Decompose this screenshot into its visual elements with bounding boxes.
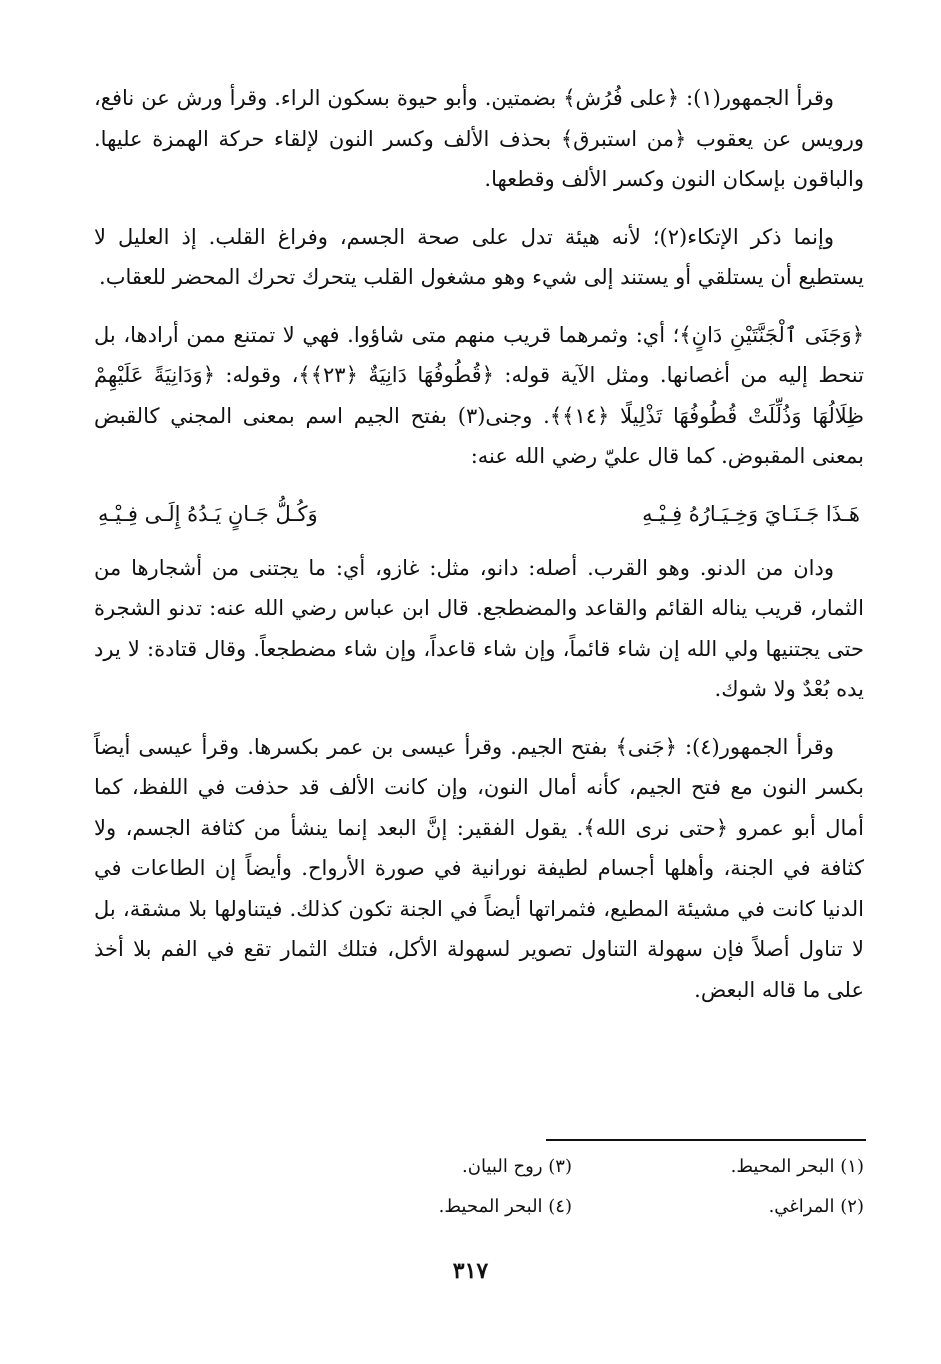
footnote: (١) البحر المحيط. bbox=[730, 1156, 864, 1177]
page-number: ٣١٧ bbox=[452, 1258, 489, 1284]
paragraph: وإنما ذكر الإتكاء(٢)؛ لأنه هيئة تدل على صحة الجسم، وفراغ القلب. إذ العليل لا يستطيع أن يستلقي أو يستند إلى شيء وهو مشغول القلب يتحرك تحرك المحضر للعقاب. bbox=[94, 224, 864, 289]
paragraph: وقرأ الجمهور(٤): ﴿جَنى﴾ بفتح الجيم. وقرأ عيسى بن عمر بكسرها. وقرأ عيسى أيضاً بكسر النون مع فتح الجيم، كأنه أمال النون، وإن كانت الألف قد حذفت في اللفظ، كما أمال أبو عمرو ﴿حتى نرى الله﴾. يقول الفقير: إنَّ البعد إنما ينشأ من كثافة الجسم، ولا كثافة في الجنة، وأهلها أجسام لطيفة نورانية في صورة الأرواح. وأيضاً إن الطاعات في الدنيا كانت في مشيئة المطيع، فثمراتها أيضاً في الجنة تكون كذلك. فيتناولها بلا مشقة، بل لا تناول أصلاً فإن سهولة التناول تصوير لسهولة الأكل، فتلك الثمار تقع في الفم بلا أخذ على ما قاله البعض. bbox=[94, 734, 864, 1002]
footnote: (٢) المراغي. bbox=[768, 1196, 864, 1217]
paragraph: وقرأ الجمهور(١): ﴿على فُرُش﴾ بضمتين. وأبو حيوة بسكون الراء. وقرأ ورش عن نافع، ورويس عن يعقوب ﴿من استبرق﴾ بحذف الألف وكسر النون لإلقاء حركة الهمزة عليها. والباقون بإسكان النون وكسر الألف وقطعها. bbox=[94, 86, 864, 191]
paragraph: ودان من الدنو. وهو القرب. أصله: دانو، مثل: غازو، أي: ما يجتنى من أشجارها من الثمار، قريب يناله القائم والقاعد والمضطجع. قال ابن عباس رضي الله عنه: تدنو الشجرة حتى يجتنيها ولي الله إن شاء قائماً، وإن شاء قاعداً، وإن شاء مضطجعاً. وقال قتادة: لا يرد يده بُعْدٌ ولا شوك. bbox=[94, 555, 864, 701]
page-body bbox=[94, 78, 864, 1027]
footnote: (٤) البحر المحيط. bbox=[438, 1196, 572, 1217]
paragraph: ﴿وَجَنَى ٱلْجَنَّتَيْنِ دَانٍ﴾؛ أي: وثمرهما قريب منهم متى شاؤوا. فهي لا تمتنع ممن أرادها، بل تنحط إليه من أغصانها. ومثل الآية قوله: ﴿قُطُوفُهَا دَانِيَةٌ ﴿٢٣﴾﴾، وقوله: ﴿وَدَانِيَةً عَلَيْهِمْ ظِلَالُهَا وَذُلِّلَتْ قُطُوفُهَا تَذْلِيلًا ﴿١٤﴾﴾. وجنى(٣) بفتح الجيم اسم بمعنى المجني كالقبض بمعنى المقبوض. كما قال عليّ رضي الله عنه: bbox=[94, 322, 865, 468]
footnote: (٣) روح البيان. bbox=[462, 1156, 572, 1177]
verse-first-hemistich: هَـذَا جَـنَـايَ وَخِـيَـارُهُ فِـيْـهِ bbox=[642, 501, 860, 526]
poetry-verse bbox=[94, 494, 864, 534]
footnotes bbox=[300, 1150, 864, 1224]
verse-second-hemistich: وَكُـلُّ جَـانٍ يَـدُهُ إِلَـى فِـيْـهِ bbox=[98, 501, 318, 526]
footnote-divider bbox=[546, 1139, 866, 1141]
